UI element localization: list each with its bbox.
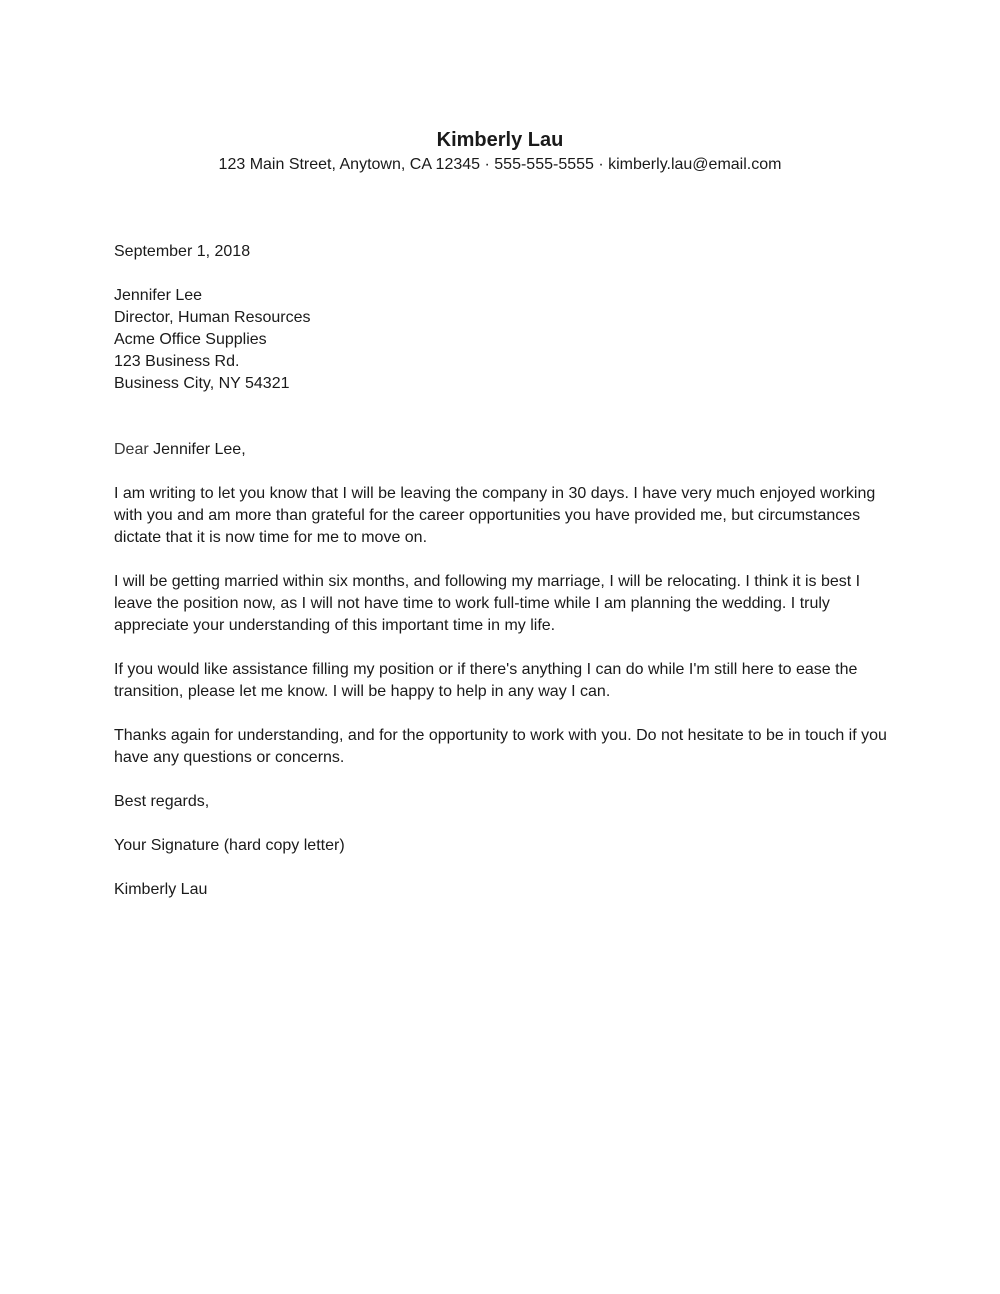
- salutation-prefix: Dear: [114, 441, 149, 458]
- recipient-company: Acme Office Supplies: [114, 331, 267, 348]
- recipient-name: Jennifer Lee: [114, 287, 203, 304]
- recipient-title: Director, Human Resources: [114, 309, 311, 326]
- letterhead: [0, 126, 1000, 176]
- letter-body: [114, 241, 894, 901]
- salutation: [114, 439, 894, 461]
- signed-name: Kimberly Lau: [114, 881, 208, 898]
- body-paragraph: Thanks again for understanding, and for the opportunity to work with you. Do not hesitate to be in touch if you have any questions or concerns.: [114, 727, 887, 766]
- body-paragraph: If you would like assistance filling my position or if there's anything I can do while I'm still here to ease the transition, please let me know. I will be happy to help in any way I can.: [114, 661, 858, 700]
- salutation-name: Jennifer Lee,: [153, 441, 246, 458]
- letter-date: September 1, 2018: [114, 243, 251, 260]
- body-paragraph: I will be getting married within six months, and following my marriage, I will be relocating. I think it is best I leave the position now, as I will not have time to work full-time while I am planning the wedding. I truly appreciate your understanding of this important time in my life.: [114, 573, 861, 634]
- signature-placeholder: Your Signature (hard copy letter): [114, 837, 345, 854]
- recipient-street: 123 Business Rd.: [114, 353, 240, 370]
- closing: Best regards,: [114, 793, 210, 810]
- sender-name: Kimberly Lau: [436, 129, 564, 151]
- sender-contact-line: 123 Main Street, Anytown, CA 12345 · 555-555-5555 · kimberly.lau@email.com: [218, 156, 782, 173]
- body-paragraph: I am writing to let you know that I will be leaving the company in 30 days. I have very much enjoyed working with you and am more than grateful for the career opportunities you have provided me, but circumstances dictate that it is now time for me to move on.: [114, 485, 876, 546]
- recipient-city: Business City, NY 54321: [114, 375, 290, 392]
- recipient-address: [114, 285, 894, 395]
